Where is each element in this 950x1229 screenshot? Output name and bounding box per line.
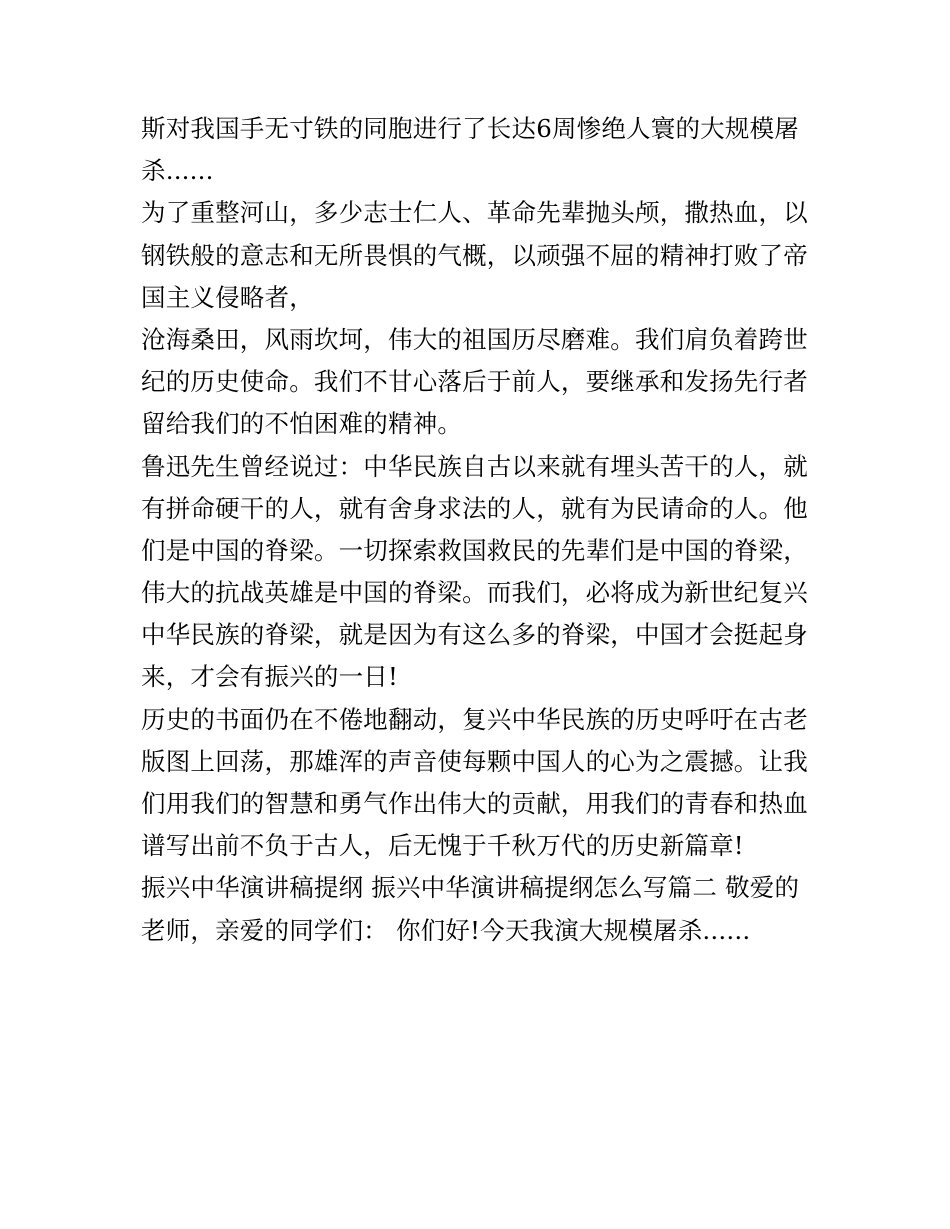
text-line: 来，才会有振兴的一日!	[141, 662, 399, 692]
text-line: 振兴中华演讲稿提纲 振兴中华演讲稿提纲怎么写篇二 敬爱的	[141, 873, 800, 903]
text-line: 历史的书面仍在不倦地翻动，复兴中华民族的历史呼吁在古老	[141, 704, 808, 734]
text-line: 为了重整河山，多少志士仁人、革命先辈抛头颅，撒热血，以	[141, 198, 808, 228]
text-line: 中华民族的脊梁，就是因为有这么多的脊梁，中国才会挺起身	[141, 620, 808, 650]
text-line: 版图上回荡，那雄浑的声音使每颗中国人的心为之震撼。让我	[141, 746, 808, 776]
text-line: 谱写出前不负于古人，后无愧于千秋万代的历史新篇章!	[141, 831, 744, 861]
text-line: 杀......	[141, 156, 214, 186]
text-line: 鲁迅先生曾经说过：中华民族自古以来就有埋头苦干的人，就	[141, 451, 808, 481]
text-line: 纪的历史使命。我们不甘心落后于前人，要继承和发扬先行者	[141, 367, 808, 397]
text-line: 沧海桑田，风雨坎坷，伟大的祖国历尽磨难。我们肩负着跨世	[141, 324, 808, 354]
text-line: 留给我们的不怕困难的精神。	[141, 409, 463, 439]
text-line: 国主义侵略者，	[141, 282, 314, 312]
text-line: 钢铁般的意志和无所畏惧的气概，以顽强不屈的精神打败了帝	[141, 240, 808, 270]
text-line: 们是中国的脊梁。一切探索救国救民的先辈们是中国的脊梁，	[141, 535, 808, 565]
document-body	[141, 108, 821, 952]
text-line: 斯对我国手无寸铁的同胞进行了长达6周惨绝人寰的大规模屠	[141, 114, 799, 143]
text-line: 伟大的抗战英雄是中国的脊梁。而我们，必将成为新世纪复兴	[141, 578, 808, 608]
text-line: 们用我们的智慧和勇气作出伟大的贡献，用我们的青春和热血	[141, 789, 808, 818]
text-line: 老师，亲爱的同学们： 你们好!今天我演大规模屠杀......	[141, 915, 751, 945]
text-line: 有拼命硬干的人，就有舍身求法的人，就有为民请命的人。他	[141, 493, 808, 523]
